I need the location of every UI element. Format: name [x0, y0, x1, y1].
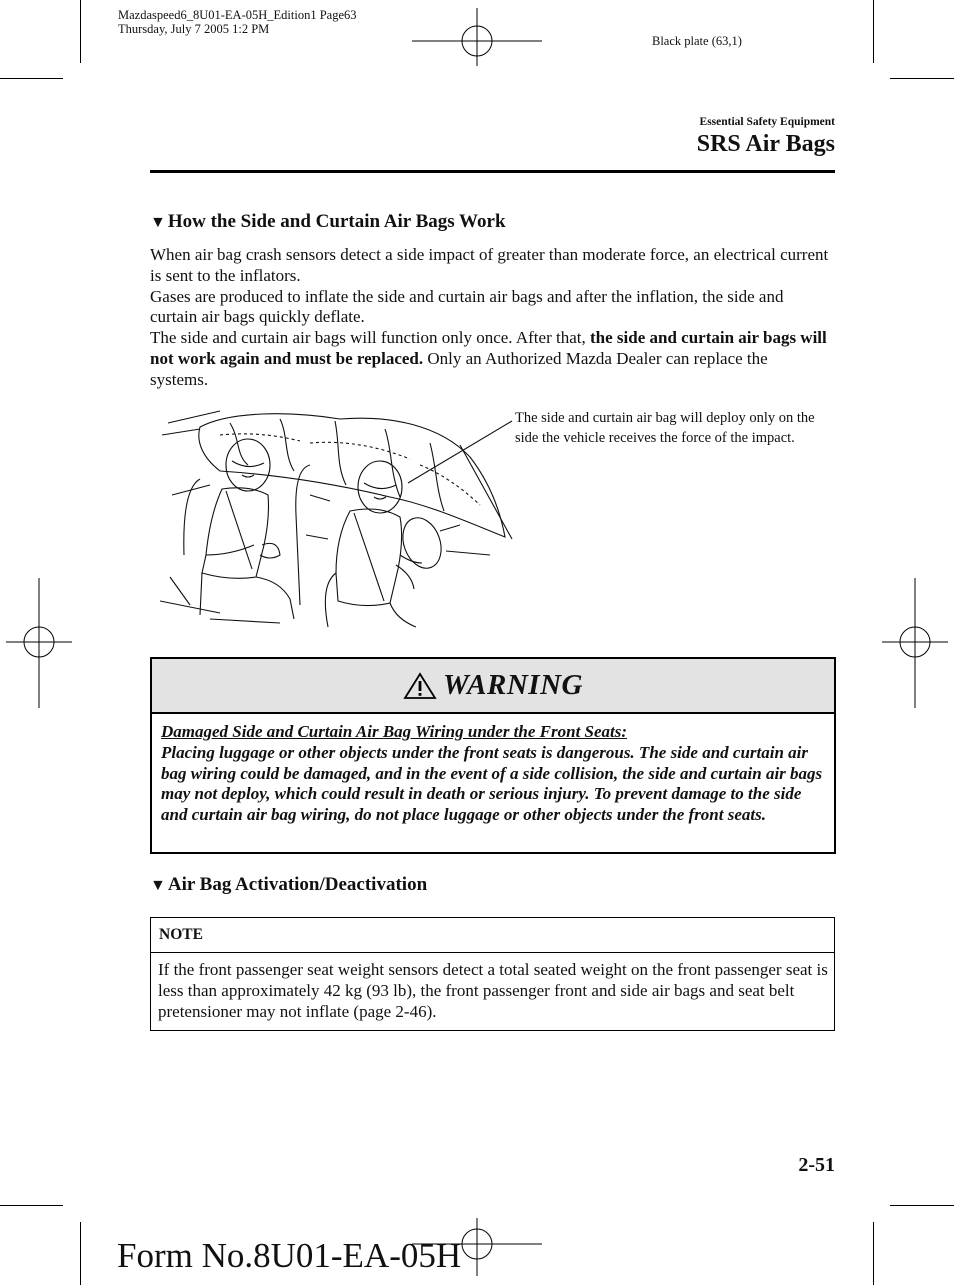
form-number: Form No.8U01-EA-05H: [117, 1236, 462, 1275]
warning-title: WARNING: [443, 669, 583, 701]
section-label: Essential Safety Equipment: [699, 116, 835, 128]
registration-mark-icon: [6, 578, 72, 708]
registration-mark-icon: [882, 578, 948, 708]
warning-text: Placing luggage or other objects under the front seats is dangerous. The side and curtain air bag wiring could be damaged, and in the event of a side collision, the side and curtain air bags may not deploy, which could result in death or serious injury. To prevent damage to the side and curtain air bag wiring, do not place luggage or other objects under the front seats.: [161, 742, 823, 825]
crop-mark: [890, 1205, 954, 1206]
plate-label: Black plate (63,1): [652, 34, 742, 48]
page-title: SRS Air Bags: [696, 131, 835, 157]
section-heading-side-curtain: [150, 211, 506, 233]
warning-box: [150, 657, 836, 854]
illustration-caption: The side and curtain air bag will deploy only on the side the vehicle receives the force of the impact.: [515, 410, 815, 446]
paragraph: [150, 328, 830, 390]
crop-mark: [873, 0, 874, 63]
section-heading-activation: [150, 874, 427, 896]
warning-triangle-icon: [403, 672, 437, 700]
warning-header: [152, 659, 834, 714]
header-rule: [150, 170, 835, 173]
print-file-info: [118, 8, 357, 36]
warning-body: [152, 714, 834, 826]
down-triangle-icon: ▼: [150, 214, 166, 231]
heading-text: How the Side and Curtain Air Bags Work: [167, 211, 506, 232]
crop-mark: [80, 1222, 81, 1285]
crop-mark: [873, 1222, 874, 1285]
registration-mark-icon: [412, 8, 542, 68]
print-date-line: Thursday, July 7 2005 1:2 PM: [118, 22, 270, 36]
crop-mark: [890, 78, 954, 79]
down-triangle-icon: ▼: [150, 877, 166, 894]
airbag-deployment-illustration: [160, 405, 520, 635]
warning-subheading: Damaged Side and Curtain Air Bag Wiring under the Front Seats:: [161, 722, 628, 741]
note-box: [150, 917, 835, 1031]
paragraph: Gases are produced to inflate the side and curtain air bags and after the inflation, the side and curtain air bags quickly deflate.: [150, 286, 784, 327]
crop-mark: [0, 78, 63, 79]
heading-text: Air Bag Activation/Deactivation: [167, 874, 428, 895]
print-file-line: Mazdaspeed6_8U01-EA-05H_Edition1 Page63: [118, 8, 357, 22]
crop-mark: [0, 1205, 63, 1206]
paragraph: When air bag crash sensors detect a side impact of greater than moderate force, an electrical current is sent to the inflators.: [150, 245, 829, 285]
paragraph-emphasis: the side and curtain air bags will not work again and must be replaced.: [150, 328, 827, 368]
note-label: NOTE: [151, 918, 834, 953]
paragraph-text: Only an Authorized Mazda Dealer can replace the systems.: [150, 348, 768, 389]
side-curtain-body: [150, 245, 830, 391]
note-text: If the front passenger seat weight sensors detect a total seated weight on the front passenger seat is less than approximately 42 kg (93 lb), the front passenger front and side air bags and seat belt pretensioner may not inflate (page 2-46).: [158, 960, 828, 1021]
page-number: 2-51: [798, 1154, 835, 1176]
crop-mark: [80, 0, 81, 63]
paragraph-text: The side and curtain air bags will function only once. After that,: [150, 328, 590, 348]
